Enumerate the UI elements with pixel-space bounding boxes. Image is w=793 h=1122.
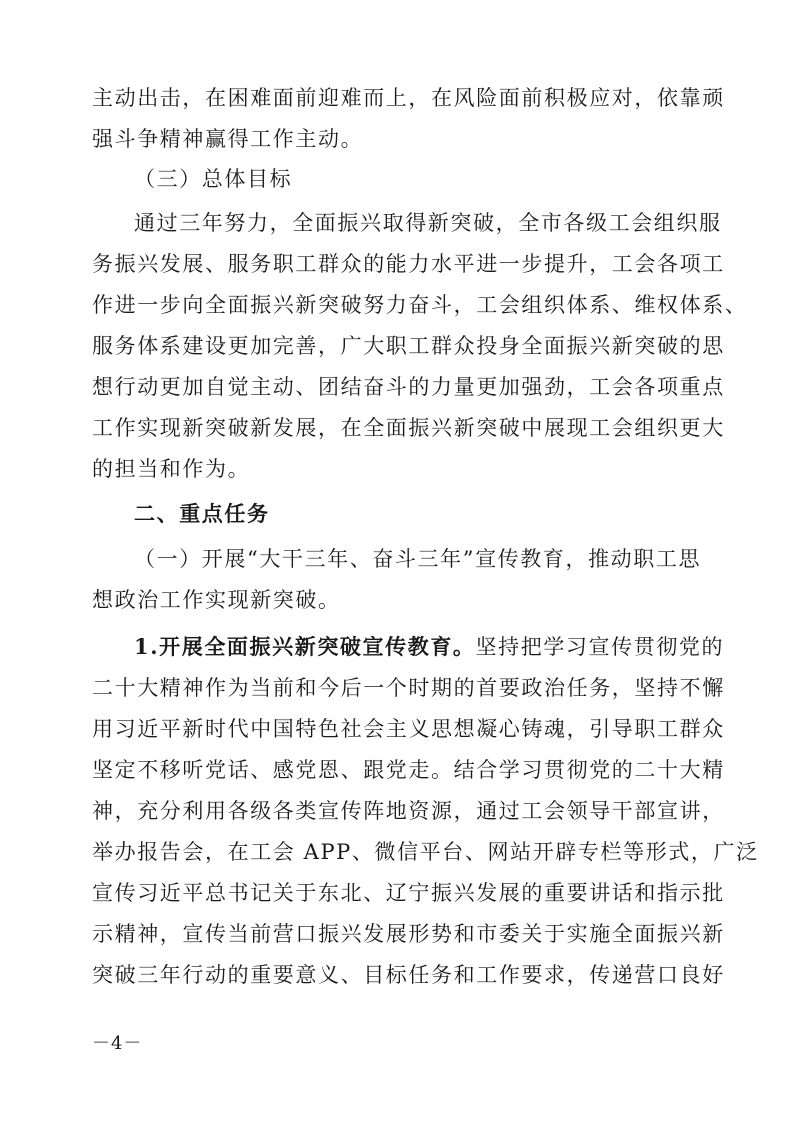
subsection-heading: 想政治工作实现新突破。 (92, 588, 341, 612)
body-text-line: 宣传习近平总书记关于东北、辽宁振兴发展的重要讲话和指示批 (92, 881, 725, 905)
page-number: －4－ (92, 1033, 143, 1054)
subsection-heading: （一）开展“大干三年、奋斗三年”宣传教育，推动职工思 (134, 547, 702, 571)
body-text-line: 的担当和作为。 (92, 457, 251, 481)
section-heading: （三）总体目标 (134, 167, 293, 191)
item-title: 1.开展全面振兴新突破宣传教育。 (134, 634, 476, 659)
body-text-line: 示精神，宣传当前营口振兴发展形势和市委关于实施全面振兴新 (92, 922, 725, 946)
body-text-line: 务振兴发展、服务职工群众的能力水平进一步提升，工会各项工 (92, 252, 725, 276)
body-text-line: 突破三年行动的重要意义、目标任务和工作要求，传递营口良好 (92, 963, 725, 987)
body-text-line: 用习近平新时代中国特色社会主义思想凝心铸魂，引导职工群众 (92, 717, 725, 741)
body-text-line: 主动出击，在困难面前迎难而上，在风险面前积极应对，依靠顽 (92, 86, 725, 110)
body-text-line: 作进一步向全面振兴新突破努力奋斗，工会组织体系、维权体系、 (92, 293, 748, 317)
body-text-line: 工作实现新突破新发展，在全面振兴新突破中展现工会组织更大 (92, 416, 725, 440)
body-text-line: 服务体系建设更加完善，广大职工群众投身全面振兴新突破的思 (92, 334, 725, 358)
section-heading: 二、重点任务 (134, 502, 270, 526)
body-text-line: 坚定不移听党话、感党恩、跟党走。结合学习贯彻党的二十大精 (92, 758, 725, 782)
body-text-line: 举办报告会，在工会 APP、微信平台、网站开辟专栏等形式，广泛 (92, 840, 759, 864)
item-first-line (134, 628, 725, 666)
body-text-line: 通过三年努力，全面振兴取得新突破，全市各级工会组织服 (134, 211, 722, 235)
item-text: 坚持把学习宣传贯彻党的 (475, 635, 725, 659)
body-text-line: 想行动更加自觉主动、团结奋斗的力量更加强劲，工会各项重点 (92, 375, 725, 399)
body-text-line: 神，充分利用各级各类宣传阵地资源，通过工会领导干部宣讲， (92, 799, 725, 823)
body-text-line: 强斗争精神赢得工作主动。 (92, 127, 364, 151)
body-text-line: 二十大精神作为当前和今后一个时期的首要政治任务，坚持不懈 (92, 676, 725, 700)
